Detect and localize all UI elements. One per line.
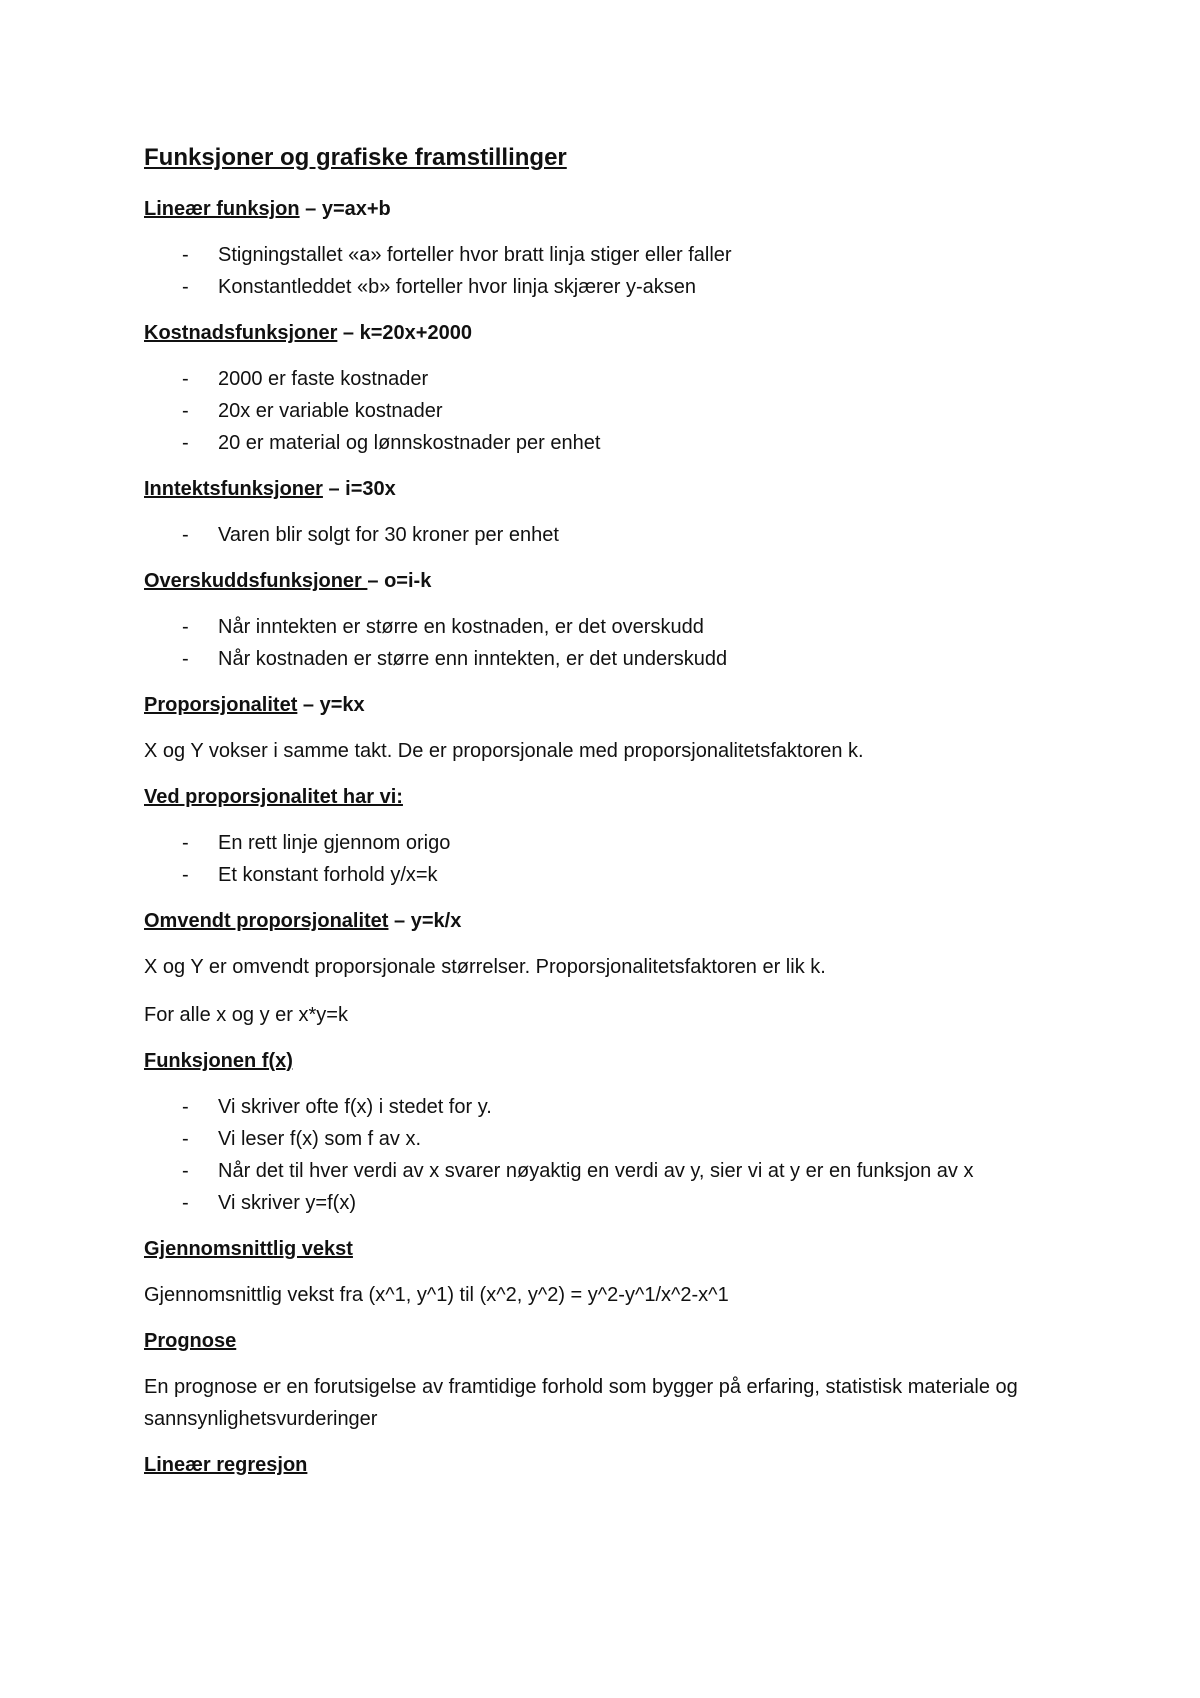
dash-bullet: - bbox=[182, 1192, 189, 1214]
dash-bullet: - bbox=[182, 244, 189, 266]
list-item: - Et konstant forhold y/x=k bbox=[144, 859, 1074, 891]
heading-label: Kostnadsfunksjoner bbox=[144, 322, 338, 344]
list-item: - Når kostnaden er større enn inntekten, er det underskudd bbox=[144, 643, 1074, 675]
heading-formula: – y=kx bbox=[297, 694, 365, 716]
heading-label: Inntektsfunksjoner bbox=[144, 478, 323, 500]
document-title: Funksjoner og grafiske framstillinger bbox=[144, 144, 567, 171]
list-cost-functions bbox=[144, 363, 1074, 459]
dash-bullet: - bbox=[182, 524, 189, 546]
list-income-functions bbox=[144, 519, 1074, 551]
paragraph-inverse-product: For alle x og y er x*y=k bbox=[144, 1004, 348, 1026]
dash-bullet: - bbox=[182, 432, 189, 454]
paragraph-forecast: En prognose er en forutsigelse av framtidige forhold som bygger på erfaring, statistisk materiale og sannsynlighetsvurderinger bbox=[144, 1376, 1018, 1430]
dash-bullet: - bbox=[182, 368, 189, 390]
heading-with-proportionality bbox=[144, 783, 1074, 811]
dash-bullet: - bbox=[182, 832, 189, 854]
heading-label: Proporsjonalitet bbox=[144, 694, 298, 716]
list-item: - Stigningstallet «a» forteller hvor bratt linja stiger eller faller bbox=[144, 239, 1074, 271]
list-item: - 2000 er faste kostnader bbox=[144, 363, 1074, 395]
heading-formula: – k=20x+2000 bbox=[337, 322, 472, 344]
list-item: - Når det til hver verdi av x svarer nøyaktig en verdi av y, sier vi at y er en funksjon av x bbox=[144, 1155, 1074, 1187]
heading-formula: – o=i-k bbox=[367, 570, 432, 592]
heading-inverse-proportionality bbox=[144, 907, 1074, 935]
list-linear-function bbox=[144, 239, 1074, 303]
dash-bullet: - bbox=[182, 1096, 189, 1118]
list-item: - Konstantleddet «b» forteller hvor linja skjærer y-aksen bbox=[144, 271, 1074, 303]
heading-income-functions bbox=[144, 475, 1074, 503]
heading-forecast bbox=[144, 1327, 1074, 1355]
heading-average-growth bbox=[144, 1235, 1074, 1263]
dash-bullet: - bbox=[182, 276, 189, 298]
dash-bullet: - bbox=[182, 1160, 189, 1182]
list-item: - Vi skriver ofte f(x) i stedet for y. bbox=[144, 1091, 1074, 1123]
heading-label: Funksjonen f(x) bbox=[144, 1050, 293, 1072]
heading-label: Omvendt proporsjonalitet bbox=[144, 910, 389, 932]
heading-cost-functions bbox=[144, 319, 1074, 347]
heading-label: Lineær funksjon bbox=[144, 198, 300, 220]
heading-function-fx bbox=[144, 1047, 1074, 1075]
list-item: - Vi skriver y=f(x) bbox=[144, 1187, 1074, 1219]
heading-formula: – i=30x bbox=[322, 478, 396, 500]
heading-formula: – y=k/x bbox=[388, 910, 462, 932]
list-item: - 20x er variable kostnader bbox=[144, 395, 1074, 427]
heading-label: Overskuddsfunksjoner bbox=[144, 570, 368, 592]
heading-label: Ved proporsjonalitet har vi: bbox=[144, 786, 403, 808]
paragraph-proportionality: X og Y vokser i samme takt. De er proporsjonale med proporsjonalitetsfaktoren k. bbox=[144, 740, 864, 762]
dash-bullet: - bbox=[182, 648, 189, 670]
paragraph-average-growth: Gjennomsnittlig vekst fra (x^1, y^1) til (x^2, y^2) = y^2-y^1/x^2-x^1 bbox=[144, 1284, 729, 1306]
document-body bbox=[144, 143, 1074, 1495]
heading-linear-regression bbox=[144, 1451, 1074, 1479]
heading-label: Prognose bbox=[144, 1330, 237, 1352]
list-item: - 20 er material og lønnskostnader per enhet bbox=[144, 427, 1074, 459]
list-item: - En rett linje gjennom origo bbox=[144, 827, 1074, 859]
list-with-proportionality bbox=[144, 827, 1074, 891]
list-item: - Vi leser f(x) som f av x. bbox=[144, 1123, 1074, 1155]
heading-proportionality bbox=[144, 691, 1074, 719]
dash-bullet: - bbox=[182, 400, 189, 422]
list-function-fx bbox=[144, 1091, 1074, 1219]
heading-label: Lineær regresjon bbox=[144, 1454, 308, 1476]
heading-linear-function bbox=[144, 195, 1074, 223]
list-item: - Når inntekten er større en kostnaden, er det overskudd bbox=[144, 611, 1074, 643]
dash-bullet: - bbox=[182, 1128, 189, 1150]
heading-profit-functions bbox=[144, 567, 1074, 595]
dash-bullet: - bbox=[182, 616, 189, 638]
dash-bullet: - bbox=[182, 864, 189, 886]
heading-formula: – y=ax+b bbox=[299, 198, 391, 220]
list-profit-functions bbox=[144, 611, 1074, 675]
heading-label: Gjennomsnittlig vekst bbox=[144, 1238, 353, 1260]
paragraph-inverse-proportionality: X og Y er omvendt proporsjonale størrelser. Proporsjonalitetsfaktoren er lik k. bbox=[144, 956, 826, 978]
list-item: - Varen blir solgt for 30 kroner per enhet bbox=[144, 519, 1074, 551]
